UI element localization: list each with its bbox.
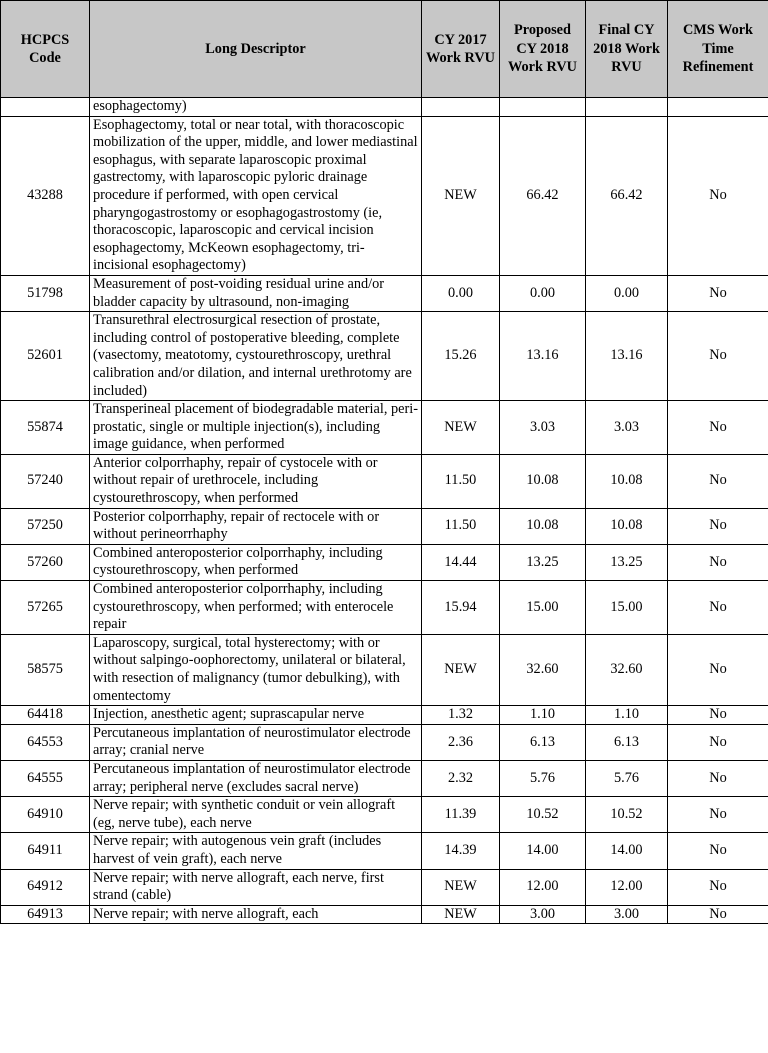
final-rvu-cell: 0.00	[586, 275, 668, 311]
cy2017-rvu-cell: NEW	[422, 634, 500, 705]
final-rvu-cell: 5.76	[586, 760, 668, 796]
long-descriptor-cell: Percutaneous implantation of neurostimulator electrode array; peripheral nerve (excludes sacral nerve)	[90, 760, 422, 796]
work-time-refinement-cell: No	[668, 116, 768, 275]
work-time-refinement-cell: No	[668, 905, 768, 924]
proposed-rvu-cell: 66.42	[500, 116, 586, 275]
hcpcs-code-cell: 64910	[1, 797, 90, 833]
final-rvu-cell: 12.00	[586, 869, 668, 905]
long-descriptor-cell: Anterior colporrhaphy, repair of cystocele with or without repair of urethrocele, including cystourethroscopy, when performed	[90, 454, 422, 508]
header-hcpcs-code: HCPCS Code	[1, 1, 90, 98]
header-long-descriptor: Long Descriptor	[90, 1, 422, 98]
long-descriptor-cell: Esophagectomy, total or near total, with thoracoscopic mobilization of the upper, middle, and lower mediastinal esophagus, with separate laparoscopic proximal gastrectomy, with laparoscopic pyloric drainage procedure if performed, with open cervical pharyngogastrostomy or esophagogastrostomy (ie, thoracoscopic, laparoscopic and cervical incision esophagectomy, McKeown esophagectomy, tri-incisional esophagectomy)	[90, 116, 422, 275]
final-rvu-cell: 66.42	[586, 116, 668, 275]
work-time-refinement-cell: No	[668, 508, 768, 544]
hcpcs-code-cell: 57260	[1, 544, 90, 580]
table-row	[1, 401, 768, 455]
long-descriptor-cell: Combined anteroposterior colporrhaphy, including cystourethroscopy, when performed	[90, 544, 422, 580]
proposed-rvu-cell: 12.00	[500, 869, 586, 905]
cy2017-rvu-cell: 14.39	[422, 833, 500, 869]
final-rvu-cell: 15.00	[586, 581, 668, 635]
work-time-refinement-cell: No	[668, 275, 768, 311]
final-rvu-cell: 13.16	[586, 312, 668, 401]
final-rvu-cell: 32.60	[586, 634, 668, 705]
long-descriptor-cell: Laparoscopy, surgical, total hysterectomy; with or without salpingo-oophorectomy, unilateral or bilateral, with resection of malignancy (tumor debulking), with omentectomy	[90, 634, 422, 705]
long-descriptor-cell: Transurethral electrosurgical resection of prostate, including control of postoperative bleeding, complete (vasectomy, meatotomy, cystourethroscopy, urethral calibration and/or dilation, and internal urethrotomy are included)	[90, 312, 422, 401]
proposed-rvu-cell: 6.13	[500, 724, 586, 760]
table-row	[1, 581, 768, 635]
work-time-refinement-cell	[668, 98, 768, 117]
table-row	[1, 833, 768, 869]
table-row	[1, 454, 768, 508]
cy2017-rvu-cell: 15.26	[422, 312, 500, 401]
final-rvu-cell: 6.13	[586, 724, 668, 760]
cy2017-rvu-cell: 11.50	[422, 508, 500, 544]
final-rvu-cell: 10.52	[586, 797, 668, 833]
final-rvu-cell: 1.10	[586, 706, 668, 725]
work-time-refinement-cell: No	[668, 833, 768, 869]
table-row	[1, 275, 768, 311]
table-row	[1, 116, 768, 275]
long-descriptor-cell: Posterior colporrhaphy, repair of rectocele with or without perineorrhaphy	[90, 508, 422, 544]
proposed-rvu-cell: 3.03	[500, 401, 586, 455]
work-time-refinement-cell: No	[668, 706, 768, 725]
final-rvu-cell: 10.08	[586, 508, 668, 544]
header-work-time-refinement: CMS Work Time Refinement	[668, 1, 768, 98]
long-descriptor-cell: Measurement of post-voiding residual urine and/or bladder capacity by ultrasound, non-imaging	[90, 275, 422, 311]
long-descriptor-cell: Injection, anesthetic agent; suprascapular nerve	[90, 706, 422, 725]
long-descriptor-cell: Combined anteroposterior colporrhaphy, including cystourethroscopy, when performed; with enterocele repair	[90, 581, 422, 635]
hcpcs-code-cell: 64912	[1, 869, 90, 905]
proposed-rvu-cell: 10.08	[500, 508, 586, 544]
cy2017-rvu-cell: 0.00	[422, 275, 500, 311]
final-rvu-cell: 13.25	[586, 544, 668, 580]
proposed-rvu-cell: 13.16	[500, 312, 586, 401]
table-row	[1, 905, 768, 924]
proposed-rvu-cell: 10.52	[500, 797, 586, 833]
proposed-rvu-cell: 32.60	[500, 634, 586, 705]
long-descriptor-cell: Transperineal placement of biodegradable material, peri-prostatic, single or multiple injection(s), including image guidance, when performed	[90, 401, 422, 455]
hcpcs-code-cell: 64553	[1, 724, 90, 760]
proposed-rvu-cell: 15.00	[500, 581, 586, 635]
work-time-refinement-cell: No	[668, 797, 768, 833]
work-time-refinement-cell: No	[668, 724, 768, 760]
header-row	[1, 1, 768, 98]
cy2017-rvu-cell: 11.39	[422, 797, 500, 833]
work-time-refinement-cell: No	[668, 401, 768, 455]
long-descriptor-cell: Percutaneous implantation of neurostimulator electrode array; cranial nerve	[90, 724, 422, 760]
header-cy2017-rvu: CY 2017 Work RVU	[422, 1, 500, 98]
long-descriptor-cell: Nerve repair; with nerve allograft, each nerve, first strand (cable)	[90, 869, 422, 905]
hcpcs-code-cell: 57265	[1, 581, 90, 635]
cy2017-rvu-cell: 2.32	[422, 760, 500, 796]
hcpcs-code-cell: 64555	[1, 760, 90, 796]
work-time-refinement-cell: No	[668, 634, 768, 705]
table-row	[1, 724, 768, 760]
table-row	[1, 98, 768, 117]
hcpcs-code-cell: 55874	[1, 401, 90, 455]
table-row	[1, 706, 768, 725]
table-row	[1, 760, 768, 796]
table-body	[1, 98, 768, 924]
work-time-refinement-cell: No	[668, 312, 768, 401]
cy2017-rvu-cell: NEW	[422, 869, 500, 905]
table-row	[1, 508, 768, 544]
hcpcs-code-cell	[1, 98, 90, 117]
proposed-rvu-cell: 1.10	[500, 706, 586, 725]
hcpcs-code-cell: 64418	[1, 706, 90, 725]
hcpcs-code-cell: 52601	[1, 312, 90, 401]
cy2017-rvu-cell: 14.44	[422, 544, 500, 580]
table-row	[1, 797, 768, 833]
final-rvu-cell	[586, 98, 668, 117]
work-time-refinement-cell: No	[668, 760, 768, 796]
long-descriptor-cell: esophagectomy)	[90, 98, 422, 117]
table-row	[1, 312, 768, 401]
table-row	[1, 869, 768, 905]
cy2017-rvu-cell: NEW	[422, 116, 500, 275]
cy2017-rvu-cell: 11.50	[422, 454, 500, 508]
header-proposed-rvu: Proposed CY 2018 Work RVU	[500, 1, 586, 98]
proposed-rvu-cell: 14.00	[500, 833, 586, 869]
work-time-refinement-cell: No	[668, 454, 768, 508]
proposed-rvu-cell: 0.00	[500, 275, 586, 311]
hcpcs-code-cell: 51798	[1, 275, 90, 311]
hcpcs-code-cell: 64913	[1, 905, 90, 924]
proposed-rvu-cell: 3.00	[500, 905, 586, 924]
long-descriptor-cell: Nerve repair; with nerve allograft, each	[90, 905, 422, 924]
final-rvu-cell: 3.03	[586, 401, 668, 455]
proposed-rvu-cell	[500, 98, 586, 117]
cy2017-rvu-cell: 15.94	[422, 581, 500, 635]
final-rvu-cell: 10.08	[586, 454, 668, 508]
cy2017-rvu-cell: NEW	[422, 401, 500, 455]
proposed-rvu-cell: 5.76	[500, 760, 586, 796]
cy2017-rvu-cell: 2.36	[422, 724, 500, 760]
long-descriptor-cell: Nerve repair; with synthetic conduit or vein allograft (eg, nerve tube), each nerve	[90, 797, 422, 833]
work-time-refinement-cell: No	[668, 544, 768, 580]
table-row	[1, 634, 768, 705]
work-time-refinement-cell: No	[668, 581, 768, 635]
header-final-rvu: Final CY 2018 Work RVU	[586, 1, 668, 98]
work-time-refinement-cell: No	[668, 869, 768, 905]
long-descriptor-cell: Nerve repair; with autogenous vein graft (includes harvest of vein graft), each nerve	[90, 833, 422, 869]
proposed-rvu-cell: 13.25	[500, 544, 586, 580]
cy2017-rvu-cell	[422, 98, 500, 117]
cy2017-rvu-cell: NEW	[422, 905, 500, 924]
final-rvu-cell: 14.00	[586, 833, 668, 869]
cy2017-rvu-cell: 1.32	[422, 706, 500, 725]
hcpcs-code-cell: 43288	[1, 116, 90, 275]
table-row	[1, 544, 768, 580]
hcpcs-code-cell: 57250	[1, 508, 90, 544]
proposed-rvu-cell: 10.08	[500, 454, 586, 508]
hcpcs-code-cell: 64911	[1, 833, 90, 869]
hcpcs-code-cell: 58575	[1, 634, 90, 705]
hcpcs-code-cell: 57240	[1, 454, 90, 508]
final-rvu-cell: 3.00	[586, 905, 668, 924]
